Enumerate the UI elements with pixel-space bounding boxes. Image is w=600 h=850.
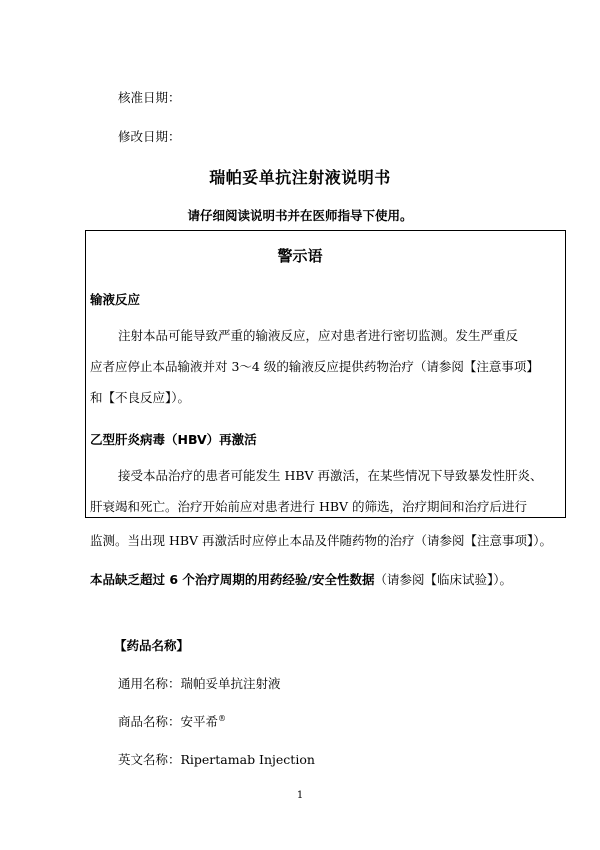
infusion-text-line-2: 应者应停止本品输液并对 3～4 级的输液反应提供药物治疗（请参阅【注意事项】 — [90, 359, 539, 374]
page-number: 1 — [296, 790, 304, 801]
infusion-text-line-3: 和【不良反应】）。 — [90, 390, 191, 405]
english-name: 英文名称：Ripertamab Injection — [118, 752, 315, 767]
approval-date-label: 核准日期： — [118, 90, 181, 105]
infusion-reaction-heading: 输液反应 — [90, 292, 141, 307]
document-title: 瑞帕妥单抗注射液说明书 — [209, 168, 391, 187]
hbv-text-line-2: 肝衰竭和死亡。治疗开始前应对患者进行 HBV 的筛选，治疗期间和治疗后进行 — [90, 499, 528, 514]
hbv-text-line-1: 接受本品治疗的患者可能发生 HBV 再激活，在某些情况下导致暴发性肝炎、 — [118, 468, 543, 483]
trade-name-text: 商品名称：安平希 — [118, 714, 219, 729]
drug-name-heading: 【药品名称】 — [114, 638, 190, 653]
experience-note-bold: 本品缺乏超过 6 个治疗周期的用药经验/安全性数据 — [90, 572, 375, 587]
hbv-text-continuation: 监测。当出现 HBV 再激活时应停止本品及伴随药物的治疗（请参阅【注意事项】）。 — [90, 533, 553, 548]
infusion-text-line-1: 注射本品可能导致严重的输液反应，应对患者进行密切监测。发生严重反 — [118, 328, 519, 343]
experience-note-reference: （请参阅【临床试验】）。 — [374, 572, 512, 587]
document-subtitle: 请仔细阅读说明书并在医师指导下使用。 — [187, 208, 413, 223]
warning-title: 警示语 — [277, 247, 323, 265]
hbv-heading: 乙型肝炎病毒（HBV）再激活 — [90, 432, 257, 447]
revision-date-label: 修改日期： — [118, 129, 181, 144]
experience-note — [90, 570, 512, 588]
registered-mark: ® — [218, 713, 227, 723]
trade-name — [118, 712, 226, 730]
generic-name: 通用名称：瑞帕妥单抗注射液 — [118, 676, 281, 691]
